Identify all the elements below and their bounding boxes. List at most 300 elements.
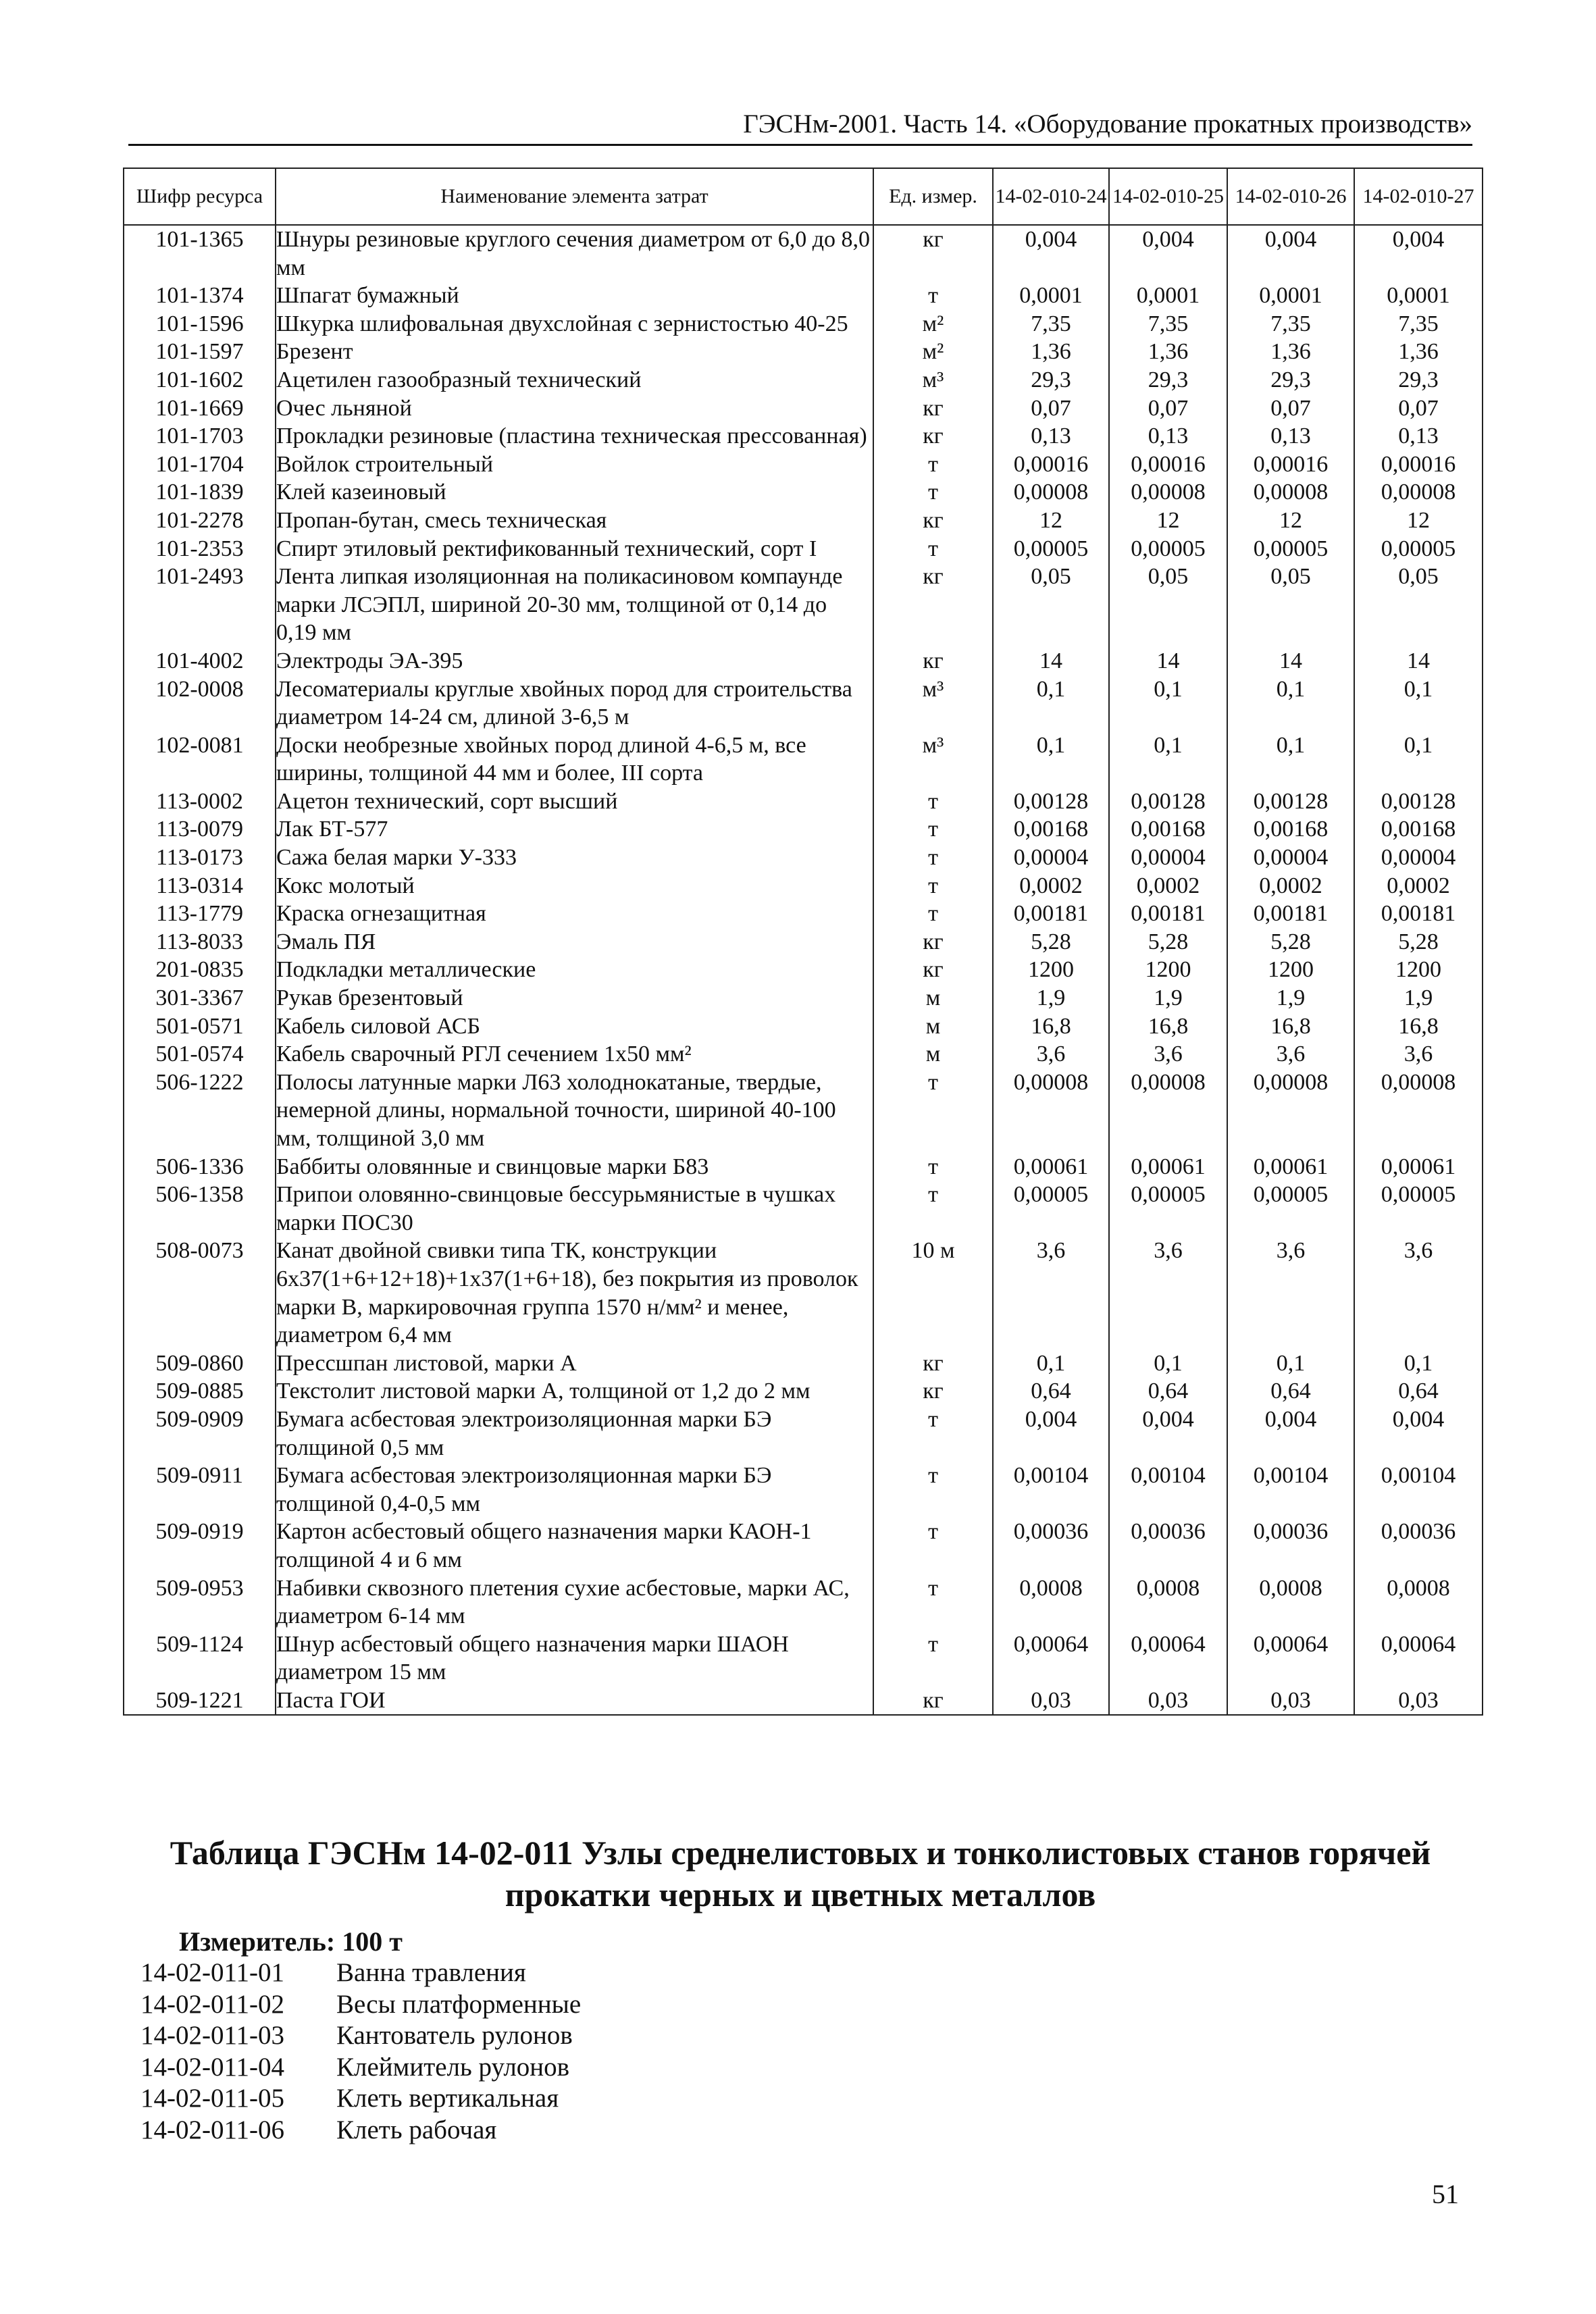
resource-name: Подкладки металлические <box>276 956 873 984</box>
value-col-2: 14 <box>1109 647 1227 675</box>
resource-unit: кг <box>873 1687 993 1716</box>
value-col-1: 0,03 <box>993 1687 1109 1716</box>
value-col-3: 0,03 <box>1227 1687 1354 1716</box>
table-row <box>124 338 1483 366</box>
resource-name: Очес льняной <box>276 394 873 423</box>
table-row <box>124 984 1483 1012</box>
value-col-4: 0,1 <box>1354 1349 1483 1378</box>
value-col-3: 0,0002 <box>1227 872 1354 900</box>
table-header <box>124 168 1483 225</box>
value-col-3: 16,8 <box>1227 1012 1354 1041</box>
resource-code: 101-1704 <box>124 451 276 479</box>
value-col-3: 0,00005 <box>1227 1181 1354 1237</box>
value-col-2: 5,28 <box>1109 928 1227 956</box>
resource-unit: кг <box>873 956 993 984</box>
resource-name: Кабель силовой АСБ <box>276 1012 873 1041</box>
value-col-1: 7,35 <box>993 310 1109 338</box>
resource-name: Клей казеиновый <box>276 478 873 507</box>
resource-unit: т <box>873 872 993 900</box>
table-row <box>124 1181 1483 1237</box>
value-col-3: 0,004 <box>1227 1406 1354 1462</box>
value-col-2: 0,00008 <box>1109 1069 1227 1153</box>
value-col-4: 0,0008 <box>1354 1574 1483 1630</box>
item-label: Кантователь рулонов <box>336 2021 573 2050</box>
resource-name: Припои оловянно-свинцовые бессурьмянистые в чушках марки ПОС30 <box>276 1181 873 1237</box>
table-row <box>124 647 1483 675</box>
value-col-2: 0,13 <box>1109 422 1227 451</box>
table-row <box>124 451 1483 479</box>
resource-code: 101-1669 <box>124 394 276 423</box>
item-label: Клеть вертикальная <box>336 2084 559 2113</box>
value-col-4: 1,36 <box>1354 338 1483 366</box>
resource-unit: м³ <box>873 731 993 788</box>
value-col-3: 0,00064 <box>1227 1630 1354 1687</box>
value-col-1: 0,00036 <box>993 1518 1109 1574</box>
value-col-4: 0,07 <box>1354 394 1483 423</box>
value-col-4: 7,35 <box>1354 310 1483 338</box>
value-col-2: 0,00036 <box>1109 1518 1227 1574</box>
table-row <box>124 1377 1483 1406</box>
value-col-4: 0,64 <box>1354 1377 1483 1406</box>
resource-code: 101-1602 <box>124 366 276 394</box>
value-col-4: 0,05 <box>1354 563 1483 647</box>
resource-name: Пропан-бутан, смесь техническая <box>276 507 873 535</box>
resource-unit: кг <box>873 507 993 535</box>
resource-name: Прокладки резиновые (пластина техническая прессованная) <box>276 422 873 451</box>
list-item <box>140 2115 581 2146</box>
resource-name: Рукав брезентовый <box>276 984 873 1012</box>
table-row <box>124 282 1483 310</box>
value-col-3: 29,3 <box>1227 366 1354 394</box>
table-row <box>124 535 1483 563</box>
table-row <box>124 675 1483 731</box>
value-col-1: 0,00008 <box>993 478 1109 507</box>
resource-code: 101-1597 <box>124 338 276 366</box>
resource-name: Картон асбестовый общего назначения марки КАОН-1 толщиной 4 и 6 мм <box>276 1518 873 1574</box>
resource-code: 501-0571 <box>124 1012 276 1041</box>
resource-name: Шнуры резиновые круглого сечения диаметром от 6,0 до 8,0 мм <box>276 225 873 282</box>
value-col-1: 0,00008 <box>993 1069 1109 1153</box>
value-col-1: 0,0001 <box>993 282 1109 310</box>
value-col-2: 0,05 <box>1109 563 1227 647</box>
item-code: 14-02-011-04 <box>140 2052 285 2082</box>
value-col-4: 0,00036 <box>1354 1518 1483 1574</box>
value-col-4: 5,28 <box>1354 928 1483 956</box>
col-name-header: Наименование элемента затрат <box>276 168 873 225</box>
value-col-1: 0,00104 <box>993 1462 1109 1518</box>
resource-unit: т <box>873 1181 993 1237</box>
value-col-1: 0,1 <box>993 731 1109 788</box>
value-col-2: 3,6 <box>1109 1237 1227 1349</box>
resource-code: 113-8033 <box>124 928 276 956</box>
value-col-3: 14 <box>1227 647 1354 675</box>
table-row <box>124 310 1483 338</box>
col-code-header: Шифр ресурса <box>124 168 276 225</box>
value-col-2: 1,9 <box>1109 984 1227 1012</box>
value-col-4: 1200 <box>1354 956 1483 984</box>
value-col-3: 12 <box>1227 507 1354 535</box>
resource-unit: кг <box>873 394 993 423</box>
value-col-2: 0,1 <box>1109 1349 1227 1378</box>
value-col-2: 1200 <box>1109 956 1227 984</box>
table-row <box>124 563 1483 647</box>
table-row <box>124 731 1483 788</box>
resource-code: 113-0173 <box>124 844 276 872</box>
table-row <box>124 1012 1483 1041</box>
value-col-1: 0,00061 <box>993 1153 1109 1181</box>
value-col-2: 3,6 <box>1109 1040 1227 1069</box>
value-col-4: 0,00016 <box>1354 451 1483 479</box>
resource-code: 509-0885 <box>124 1377 276 1406</box>
resource-unit: кг <box>873 1377 993 1406</box>
resource-name: Шпагат бумажный <box>276 282 873 310</box>
resource-code: 101-2278 <box>124 507 276 535</box>
value-col-2: 0,0001 <box>1109 282 1227 310</box>
value-col-1: 0,00005 <box>993 1181 1109 1237</box>
item-label: Клеймитель рулонов <box>336 2052 570 2082</box>
list-item <box>140 2052 581 2084</box>
value-col-4: 0,00128 <box>1354 788 1483 816</box>
resource-name: Прессшпан листовой, марки А <box>276 1349 873 1378</box>
value-col-4: 0,1 <box>1354 731 1483 788</box>
resource-unit: т <box>873 815 993 844</box>
value-col-3: 0,00181 <box>1227 900 1354 928</box>
value-col-2: 16,8 <box>1109 1012 1227 1041</box>
resource-code: 509-0953 <box>124 1574 276 1630</box>
value-col-4: 1,9 <box>1354 984 1483 1012</box>
resource-code: 113-0314 <box>124 872 276 900</box>
table-row <box>124 478 1483 507</box>
resource-code: 113-0002 <box>124 788 276 816</box>
value-col-2: 0,00005 <box>1109 535 1227 563</box>
resource-code: 509-0909 <box>124 1406 276 1462</box>
value-col-4: 0,00104 <box>1354 1462 1483 1518</box>
table-row <box>124 844 1483 872</box>
value-col-3: 0,13 <box>1227 422 1354 451</box>
value-col-3: 3,6 <box>1227 1237 1354 1349</box>
resource-unit: м <box>873 1040 993 1069</box>
value-col-2: 0,1 <box>1109 731 1227 788</box>
value-col-2: 0,0008 <box>1109 1574 1227 1630</box>
value-col-4: 29,3 <box>1354 366 1483 394</box>
value-col-3: 0,004 <box>1227 225 1354 282</box>
resource-unit: кг <box>873 928 993 956</box>
resource-code: 101-1596 <box>124 310 276 338</box>
value-col-3: 0,0001 <box>1227 282 1354 310</box>
table-row <box>124 872 1483 900</box>
table-row <box>124 422 1483 451</box>
table-row <box>124 1630 1483 1687</box>
value-col-2: 7,35 <box>1109 310 1227 338</box>
resource-unit: т <box>873 900 993 928</box>
value-col-1: 0,004 <box>993 1406 1109 1462</box>
list-item <box>140 1957 581 1989</box>
value-col-1: 0,07 <box>993 394 1109 423</box>
value-col-2: 12 <box>1109 507 1227 535</box>
value-col-1: 0,0008 <box>993 1574 1109 1630</box>
resource-code: 509-1221 <box>124 1687 276 1716</box>
value-col-2: 0,1 <box>1109 675 1227 731</box>
meter-label: Измеритель: 100 т <box>179 1926 403 1957</box>
value-col-2: 0,0002 <box>1109 872 1227 900</box>
resource-unit: т <box>873 1630 993 1687</box>
value-col-2: 0,00061 <box>1109 1153 1227 1181</box>
value-col-3: 0,00036 <box>1227 1518 1354 1574</box>
resource-unit: 10 м <box>873 1237 993 1349</box>
table-row <box>124 225 1483 282</box>
resource-unit: м <box>873 1012 993 1041</box>
value-col-1: 14 <box>993 647 1109 675</box>
value-col-2: 0,00181 <box>1109 900 1227 928</box>
value-col-1: 5,28 <box>993 928 1109 956</box>
value-col-3: 0,00008 <box>1227 1069 1354 1153</box>
value-col-3: 3,6 <box>1227 1040 1354 1069</box>
resource-code: 101-2493 <box>124 563 276 647</box>
resource-code: 509-1124 <box>124 1630 276 1687</box>
table-row <box>124 1574 1483 1630</box>
value-col-4: 0,00061 <box>1354 1153 1483 1181</box>
value-col-2: 0,03 <box>1109 1687 1227 1716</box>
resource-name: Канат двойной свивки типа ТК, конструкции 6х37(1+6+12+18)+1х37(1+6+18), без покрытия из проволок марки В, маркировочная группа 1570 н/мм² и менее, диаметром 6,4 мм <box>276 1237 873 1349</box>
table-row <box>124 928 1483 956</box>
resource-name: Краска огнезащитная <box>276 900 873 928</box>
resource-name: Бумага асбестовая электроизоляционная марки БЭ толщиной 0,5 мм <box>276 1406 873 1462</box>
resource-name: Текстолит листовой марки А, толщиной от 1,2 до 2 мм <box>276 1377 873 1406</box>
value-col-2: 0,00064 <box>1109 1630 1227 1687</box>
value-col-1: 1,36 <box>993 338 1109 366</box>
resource-name: Лак БТ-577 <box>276 815 873 844</box>
page-number: 51 <box>1432 2179 1459 2209</box>
value-col-1: 1200 <box>993 956 1109 984</box>
resource-name: Кокс молотый <box>276 872 873 900</box>
value-col-4: 0,0001 <box>1354 282 1483 310</box>
resource-name: Кабель сварочный РГЛ сечением 1х50 мм² <box>276 1040 873 1069</box>
value-col-4: 0,00005 <box>1354 1181 1483 1237</box>
value-col-4: 16,8 <box>1354 1012 1483 1041</box>
item-label: Ванна травления <box>336 1958 526 1987</box>
value-col-3: 0,05 <box>1227 563 1354 647</box>
item-label: Весы платформенные <box>336 1989 582 2019</box>
col-unit-header: Ед. измер. <box>873 168 993 225</box>
value-col-2: 0,00128 <box>1109 788 1227 816</box>
resource-code: 508-0073 <box>124 1237 276 1349</box>
resource-unit: т <box>873 451 993 479</box>
resource-name: Сажа белая марки У-333 <box>276 844 873 872</box>
resource-unit: м³ <box>873 675 993 731</box>
value-col-3: 1,9 <box>1227 984 1354 1012</box>
value-col-3: 0,00061 <box>1227 1153 1354 1181</box>
value-col-3: 5,28 <box>1227 928 1354 956</box>
resource-unit: кг <box>873 422 993 451</box>
value-col-3: 1200 <box>1227 956 1354 984</box>
item-code: 14-02-011-05 <box>140 2084 285 2113</box>
value-col-1: 0,13 <box>993 422 1109 451</box>
value-col-3: 0,64 <box>1227 1377 1354 1406</box>
value-col-3: 1,36 <box>1227 338 1354 366</box>
resource-unit: т <box>873 1462 993 1518</box>
resource-unit: т <box>873 1069 993 1153</box>
table-row <box>124 1462 1483 1518</box>
resource-code: 113-1779 <box>124 900 276 928</box>
resource-unit: т <box>873 282 993 310</box>
value-col-1: 1,9 <box>993 984 1109 1012</box>
resource-name: Спирт этиловый ректификованный технический, сорт I <box>276 535 873 563</box>
value-col-1: 0,00168 <box>993 815 1109 844</box>
value-col-1: 3,6 <box>993 1237 1109 1349</box>
resource-unit: кг <box>873 225 993 282</box>
table-row <box>124 1349 1483 1378</box>
table-row <box>124 1518 1483 1574</box>
value-col-2: 0,00168 <box>1109 815 1227 844</box>
resource-code: 506-1336 <box>124 1153 276 1181</box>
resource-unit: м <box>873 984 993 1012</box>
value-col-4: 0,004 <box>1354 225 1483 282</box>
value-col-3: 7,35 <box>1227 310 1354 338</box>
resource-code: 101-1374 <box>124 282 276 310</box>
resource-code: 509-0919 <box>124 1518 276 1574</box>
resource-unit: кг <box>873 563 993 647</box>
value-col-1: 3,6 <box>993 1040 1109 1069</box>
resource-unit: т <box>873 478 993 507</box>
value-col-1: 0,0002 <box>993 872 1109 900</box>
resource-code: 509-0860 <box>124 1349 276 1378</box>
resource-name: Электроды ЭА-395 <box>276 647 873 675</box>
resource-name: Доски необрезные хвойных пород длиной 4-6,5 м, все ширины, толщиной 44 мм и более, III сорта <box>276 731 873 788</box>
value-col-4: 0,004 <box>1354 1406 1483 1462</box>
col-1-header: 14-02-010-24 <box>993 168 1109 225</box>
value-col-4: 0,00004 <box>1354 844 1483 872</box>
value-col-2: 0,00016 <box>1109 451 1227 479</box>
resource-code: 101-1365 <box>124 225 276 282</box>
value-col-4: 0,00181 <box>1354 900 1483 928</box>
col-3-header: 14-02-010-26 <box>1227 168 1354 225</box>
resource-unit: м² <box>873 338 993 366</box>
list-item <box>140 2020 581 2052</box>
resource-code: 509-0911 <box>124 1462 276 1518</box>
resource-name: Ацетон технический, сорт высший <box>276 788 873 816</box>
resource-code: 301-3367 <box>124 984 276 1012</box>
value-col-1: 0,00181 <box>993 900 1109 928</box>
table-row <box>124 1153 1483 1181</box>
value-col-2: 0,64 <box>1109 1377 1227 1406</box>
table-row <box>124 507 1483 535</box>
resource-code: 501-0574 <box>124 1040 276 1069</box>
table-row <box>124 1040 1483 1069</box>
section-title: Таблица ГЭСНм 14-02-011 Узлы среднелистовых и тонколистовых станов горячей прокатки черных и цветных металлов <box>170 1834 1431 1913</box>
value-col-2: 0,00008 <box>1109 478 1227 507</box>
item-list <box>140 1957 581 2146</box>
value-col-3: 0,1 <box>1227 731 1354 788</box>
resource-unit: т <box>873 535 993 563</box>
value-col-1: 0,1 <box>993 675 1109 731</box>
table-row <box>124 366 1483 394</box>
col-4-header: 14-02-010-27 <box>1354 168 1483 225</box>
resource-table <box>123 168 1483 1716</box>
resource-code: 101-2353 <box>124 535 276 563</box>
resource-name: Шнур асбестовый общего назначения марки ШАОН диаметром 15 мм <box>276 1630 873 1687</box>
value-col-1: 0,00005 <box>993 535 1109 563</box>
resource-name: Лента липкая изоляционная на поликасиновом компаунде марки ЛСЭПЛ, шириной 20-30 мм, толщиной от 0,14 до 0,19 мм <box>276 563 873 647</box>
value-col-3: 0,00016 <box>1227 451 1354 479</box>
resource-code: 506-1358 <box>124 1181 276 1237</box>
value-col-4: 0,13 <box>1354 422 1483 451</box>
resource-name: Брезент <box>276 338 873 366</box>
resource-name: Баббиты оловянные и свинцовые марки Б83 <box>276 1153 873 1181</box>
item-code: 14-02-011-03 <box>140 2021 285 2050</box>
value-col-2: 0,07 <box>1109 394 1227 423</box>
value-col-4: 0,00008 <box>1354 478 1483 507</box>
value-col-1: 0,00016 <box>993 451 1109 479</box>
resource-unit: м² <box>873 310 993 338</box>
value-col-3: 0,1 <box>1227 675 1354 731</box>
value-col-4: 0,03 <box>1354 1687 1483 1716</box>
item-label: Клеть рабочая <box>336 2115 497 2144</box>
value-col-1: 0,1 <box>993 1349 1109 1378</box>
list-item <box>140 2083 581 2115</box>
value-col-4: 14 <box>1354 647 1483 675</box>
table-body <box>124 225 1483 1715</box>
resource-code: 201-0835 <box>124 956 276 984</box>
value-col-2: 0,00104 <box>1109 1462 1227 1518</box>
table-row <box>124 956 1483 984</box>
value-col-2: 0,004 <box>1109 1406 1227 1462</box>
col-2-header: 14-02-010-25 <box>1109 168 1227 225</box>
resource-unit: кг <box>873 647 993 675</box>
value-col-4: 12 <box>1354 507 1483 535</box>
value-col-3: 0,00005 <box>1227 535 1354 563</box>
value-col-3: 0,00004 <box>1227 844 1354 872</box>
resource-unit: т <box>873 1406 993 1462</box>
value-col-4: 0,0002 <box>1354 872 1483 900</box>
value-col-1: 16,8 <box>993 1012 1109 1041</box>
resource-name: Паста ГОИ <box>276 1687 873 1716</box>
item-code: 14-02-011-01 <box>140 1958 285 1987</box>
value-col-4: 0,00064 <box>1354 1630 1483 1687</box>
item-code: 14-02-011-06 <box>140 2115 285 2144</box>
value-col-2: 0,00004 <box>1109 844 1227 872</box>
resource-name: Ацетилен газообразный технический <box>276 366 873 394</box>
value-col-4: 3,6 <box>1354 1040 1483 1069</box>
table-row <box>124 394 1483 423</box>
value-col-3: 0,00104 <box>1227 1462 1354 1518</box>
resource-unit: т <box>873 1518 993 1574</box>
value-col-3: 0,0008 <box>1227 1574 1354 1630</box>
value-col-1: 0,64 <box>993 1377 1109 1406</box>
resource-name: Набивки сквозного плетения сухие асбестовые, марки АС, диаметром 6-14 мм <box>276 1574 873 1630</box>
value-col-2: 1,36 <box>1109 338 1227 366</box>
resource-unit: т <box>873 1574 993 1630</box>
value-col-2: 29,3 <box>1109 366 1227 394</box>
resource-code: 101-1703 <box>124 422 276 451</box>
table-row <box>124 900 1483 928</box>
running-header: ГЭСНм-2001. Часть 14. «Оборудование прокатных производств» <box>743 109 1472 138</box>
resource-unit: т <box>873 844 993 872</box>
table-row <box>124 1687 1483 1716</box>
value-col-3: 0,1 <box>1227 1349 1354 1378</box>
resource-name: Бумага асбестовая электроизоляционная марки БЭ толщиной 0,4-0,5 мм <box>276 1462 873 1518</box>
resource-name: Полосы латунные марки Л63 холоднокатаные, твердые, немерной длины, нормальной точности, шириной 40-100 мм, толщиной 3,0 мм <box>276 1069 873 1153</box>
resource-name: Войлок строительный <box>276 451 873 479</box>
value-col-1: 0,00064 <box>993 1630 1109 1687</box>
item-code: 14-02-011-02 <box>140 1989 285 2019</box>
value-col-1: 29,3 <box>993 366 1109 394</box>
resource-unit: т <box>873 788 993 816</box>
resource-unit: м³ <box>873 366 993 394</box>
table-row <box>124 788 1483 816</box>
resource-name: Эмаль ПЯ <box>276 928 873 956</box>
value-col-3: 0,00128 <box>1227 788 1354 816</box>
value-col-4: 0,00168 <box>1354 815 1483 844</box>
